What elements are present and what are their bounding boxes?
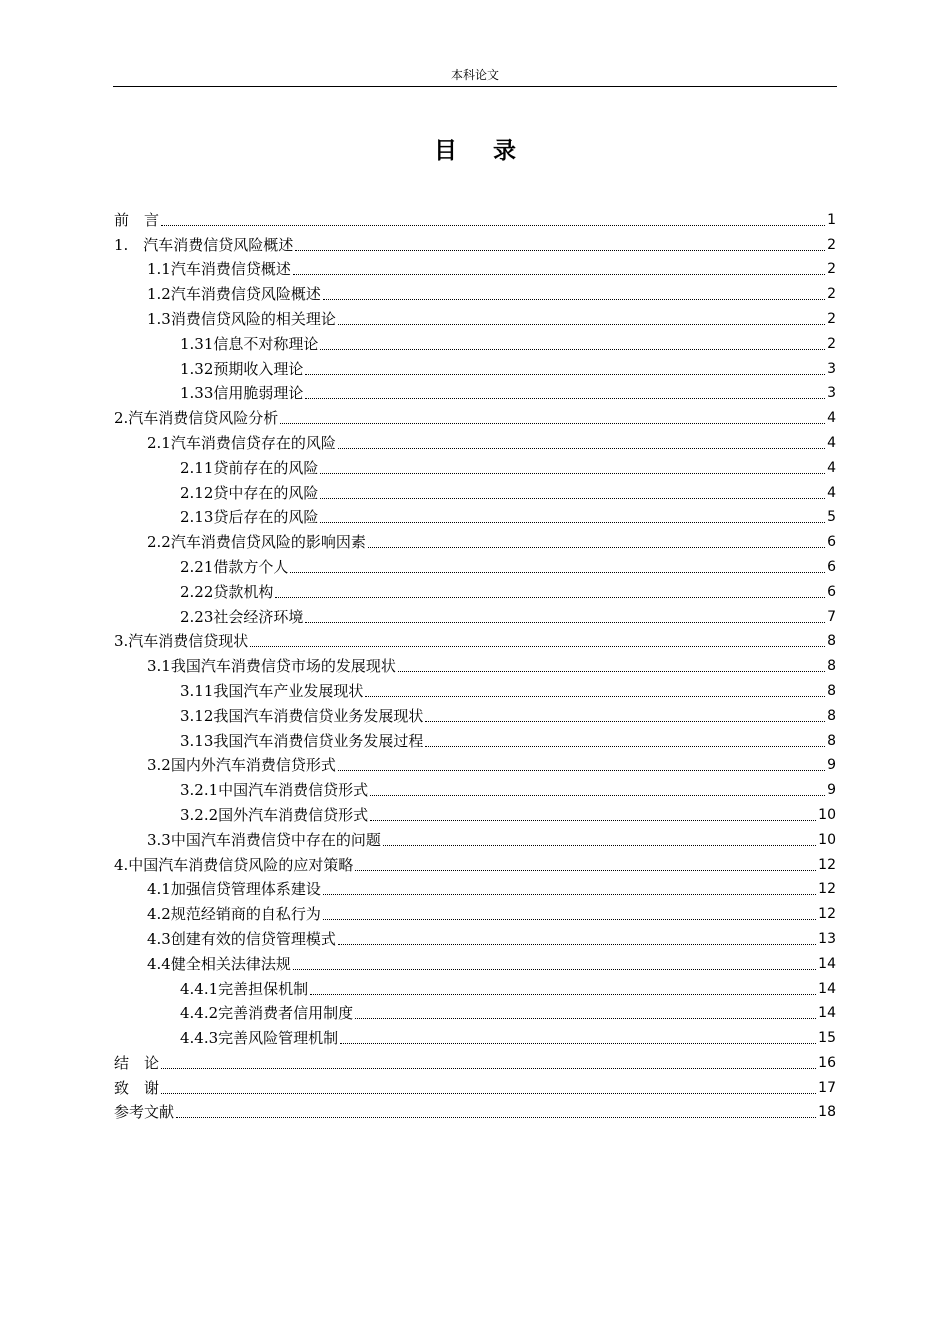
toc-entry[interactable] xyxy=(114,800,836,825)
page-header xyxy=(113,66,837,87)
toc-entry[interactable] xyxy=(114,701,836,726)
toc-entry[interactable] xyxy=(114,775,836,800)
toc-page-number: 14 xyxy=(818,1005,836,1022)
toc-entry[interactable] xyxy=(114,527,836,552)
toc-entry-title: 1.3消费信贷风险的相关理论 xyxy=(147,309,336,328)
toc-entry[interactable] xyxy=(114,999,836,1024)
toc-dot-leader xyxy=(320,473,825,474)
toc-dot-leader xyxy=(293,274,825,275)
toc-dot-leader xyxy=(293,969,816,970)
table-of-contents xyxy=(114,205,836,1122)
toc-entry-title: 4.中国汽车消费信贷风险的应对策略 xyxy=(114,855,354,874)
toc-dot-leader xyxy=(323,894,816,895)
toc-dot-leader xyxy=(310,994,816,995)
toc-entry-title: 2.22贷款机构 xyxy=(180,582,274,601)
toc-entry-title: 1.1汽车消费信贷概述 xyxy=(147,260,291,279)
toc-entry-title: 1.33信用脆弱理论 xyxy=(180,384,304,403)
toc-entry[interactable] xyxy=(114,602,836,627)
toc-dot-leader xyxy=(176,1117,816,1118)
header-text: 本科论文 xyxy=(450,68,499,82)
toc-dot-leader xyxy=(338,944,816,945)
toc-page-number: 8 xyxy=(827,658,836,675)
toc-entry-title: 3.3中国汽车消费信贷中存在的问题 xyxy=(147,830,381,849)
toc-entry-title: 致 谢 xyxy=(114,1078,160,1097)
toc-entry-title: 4.3创建有效的信贷管理模式 xyxy=(147,929,336,948)
toc-entry-title: 4.4健全相关法律法规 xyxy=(147,954,291,973)
toc-dot-leader xyxy=(370,820,816,821)
toc-page-number: 6 xyxy=(827,583,836,600)
toc-entry-title: 2.12贷中存在的风险 xyxy=(180,483,319,502)
toc-dot-leader xyxy=(305,398,825,399)
toc-dot-leader xyxy=(425,721,825,722)
toc-entry[interactable] xyxy=(114,825,836,850)
toc-page-number: 4 xyxy=(827,410,836,427)
toc-page-number: 4 xyxy=(827,434,836,451)
toc-entry-title: 4.4.2完善消费者信用制度 xyxy=(180,1004,354,1023)
toc-page-number: 8 xyxy=(827,707,836,724)
toc-entry-title: 3.1我国汽车消费信贷市场的发展现状 xyxy=(147,657,396,676)
toc-entry[interactable] xyxy=(114,230,836,255)
toc-entry-title: 3.2.2国外汽车消费信贷形式 xyxy=(180,805,369,824)
toc-dot-leader xyxy=(338,324,825,325)
toc-dot-leader xyxy=(295,250,825,251)
toc-entry-title: 4.4.3完善风险管理机制 xyxy=(180,1029,339,1048)
toc-dot-leader xyxy=(323,299,825,300)
toc-entry[interactable] xyxy=(114,503,836,528)
toc-entry-title: 3.汽车消费信贷现状 xyxy=(114,632,249,651)
toc-entry[interactable] xyxy=(114,627,836,652)
toc-page-number: 7 xyxy=(827,608,836,625)
toc-page-number: 3 xyxy=(827,360,836,377)
toc-entry-title: 4.1加强信贷管理体系建设 xyxy=(147,880,321,899)
toc-entry-title: 4.4.1完善担保机制 xyxy=(180,979,309,998)
toc-page-number: 12 xyxy=(818,856,836,873)
toc-dot-leader xyxy=(338,770,825,771)
toc-entry[interactable] xyxy=(114,205,836,230)
toc-dot-leader xyxy=(383,845,816,846)
toc-entry-title: 1.31信息不对称理论 xyxy=(180,334,319,353)
toc-entry-title: 2.21借款方个人 xyxy=(180,557,289,576)
toc-entry[interactable] xyxy=(114,552,836,577)
toc-entry[interactable] xyxy=(114,1023,836,1048)
toc-entry-title: 2.23社会经济环境 xyxy=(180,607,304,626)
toc-page-number: 5 xyxy=(827,509,836,526)
toc-entry-title: 结 论 xyxy=(114,1053,160,1072)
toc-entry-title: 3.11我国汽车产业发展现状 xyxy=(180,681,364,700)
toc-entry[interactable] xyxy=(114,1048,836,1073)
toc-entry-title: 2.2汽车消费信贷风险的影响因素 xyxy=(147,533,366,552)
toc-entry[interactable] xyxy=(114,255,836,280)
toc-page-number: 14 xyxy=(818,980,836,997)
toc-page-number: 9 xyxy=(827,782,836,799)
toc-dot-leader xyxy=(320,522,825,523)
toc-entry-title: 2.1汽车消费信贷存在的风险 xyxy=(147,433,336,452)
toc-page-number: 6 xyxy=(827,534,836,551)
toc-entry[interactable] xyxy=(114,577,836,602)
toc-page-number: 8 xyxy=(827,633,836,650)
toc-dot-leader xyxy=(305,622,825,623)
toc-entry[interactable] xyxy=(114,428,836,453)
toc-page-number: 8 xyxy=(827,732,836,749)
toc-page-number: 9 xyxy=(827,757,836,774)
toc-dot-leader xyxy=(320,349,825,350)
toc-entry[interactable] xyxy=(114,453,836,478)
toc-entry[interactable] xyxy=(114,924,836,949)
toc-dot-leader xyxy=(250,646,825,647)
toc-page-number: 12 xyxy=(818,906,836,923)
toc-page-number: 2 xyxy=(827,310,836,327)
toc-entry[interactable] xyxy=(114,478,836,503)
toc-entry[interactable] xyxy=(114,304,836,329)
toc-entry[interactable] xyxy=(114,875,836,900)
toc-entry-title: 2.汽车消费信贷风险分析 xyxy=(114,409,279,428)
toc-dot-leader xyxy=(280,423,825,424)
toc-entry-title: 参考文献 xyxy=(114,1103,175,1122)
toc-entry-title: 2.13贷后存在的风险 xyxy=(180,508,319,527)
toc-entry-title: 3.13我国汽车消费信贷业务发展过程 xyxy=(180,731,424,750)
toc-dot-leader xyxy=(305,374,825,375)
toc-entry[interactable] xyxy=(114,676,836,701)
toc-page-number: 3 xyxy=(827,385,836,402)
toc-entry[interactable] xyxy=(114,379,836,404)
toc-dot-leader xyxy=(425,746,825,747)
toc-dot-leader xyxy=(320,498,825,499)
toc-entry-title: 1.32预期收入理论 xyxy=(180,359,304,378)
toc-page-number: 13 xyxy=(818,930,836,947)
page-title: 目 录 xyxy=(433,138,530,164)
toc-entry-title: 2.11贷前存在的风险 xyxy=(180,458,319,477)
toc-dot-leader xyxy=(161,1093,816,1094)
toc-entry[interactable] xyxy=(114,279,836,304)
toc-page-number: 4 xyxy=(827,484,836,501)
toc-page-number: 15 xyxy=(818,1030,836,1047)
toc-entry-title: 3.2国内外汽车消费信贷形式 xyxy=(147,756,336,775)
toc-entry[interactable] xyxy=(114,354,836,379)
toc-dot-leader xyxy=(355,870,816,871)
toc-page-number: 1 xyxy=(827,211,836,228)
toc-entry[interactable] xyxy=(114,1073,836,1098)
toc-page-number: 4 xyxy=(827,459,836,476)
toc-dot-leader xyxy=(340,1043,816,1044)
toc-entry-title: 3.2.1中国汽车消费信贷形式 xyxy=(180,781,369,800)
toc-dot-leader xyxy=(368,547,825,548)
toc-entry[interactable] xyxy=(114,403,836,428)
toc-entry[interactable] xyxy=(114,751,836,776)
toc-page-number: 10 xyxy=(818,806,836,823)
toc-page-number: 17 xyxy=(818,1079,836,1096)
toc-dot-leader xyxy=(355,1018,816,1019)
toc-entry[interactable] xyxy=(114,651,836,676)
toc-entry[interactable] xyxy=(114,949,836,974)
toc-page-number: 16 xyxy=(818,1054,836,1071)
toc-page-number: 14 xyxy=(818,955,836,972)
toc-entry[interactable] xyxy=(114,1098,836,1123)
toc-page-number: 2 xyxy=(827,236,836,253)
toc-page-number: 2 xyxy=(827,261,836,278)
toc-dot-leader xyxy=(398,671,825,672)
toc-dot-leader xyxy=(323,919,816,920)
toc-dot-leader xyxy=(275,597,825,598)
toc-dot-leader xyxy=(338,448,825,449)
toc-entry[interactable] xyxy=(114,850,836,875)
toc-entry-title: 1. 汽车消费信贷风险概述 xyxy=(114,235,294,254)
toc-dot-leader xyxy=(161,225,825,226)
toc-page-number: 10 xyxy=(818,831,836,848)
toc-entry-title: 1.2汽车消费信贷风险概述 xyxy=(147,285,321,304)
toc-entry-title: 前 言 xyxy=(114,210,160,229)
toc-entry[interactable] xyxy=(114,329,836,354)
toc-page-number: 8 xyxy=(827,682,836,699)
toc-entry[interactable] xyxy=(114,726,836,751)
toc-entry-title: 3.12我国汽车消费信贷业务发展现状 xyxy=(180,706,424,725)
toc-dot-leader xyxy=(365,696,825,697)
toc-page-number: 2 xyxy=(827,286,836,303)
toc-dot-leader xyxy=(370,795,825,796)
toc-page-number: 18 xyxy=(818,1104,836,1121)
toc-entry[interactable] xyxy=(114,899,836,924)
toc-dot-leader xyxy=(161,1068,816,1069)
toc-dot-leader xyxy=(290,572,825,573)
toc-entry[interactable] xyxy=(114,974,836,999)
toc-page-number: 6 xyxy=(827,558,836,575)
toc-entry-title: 4.2规范经销商的自私行为 xyxy=(147,905,321,924)
toc-page-number: 2 xyxy=(827,335,836,352)
toc-page-number: 12 xyxy=(818,881,836,898)
